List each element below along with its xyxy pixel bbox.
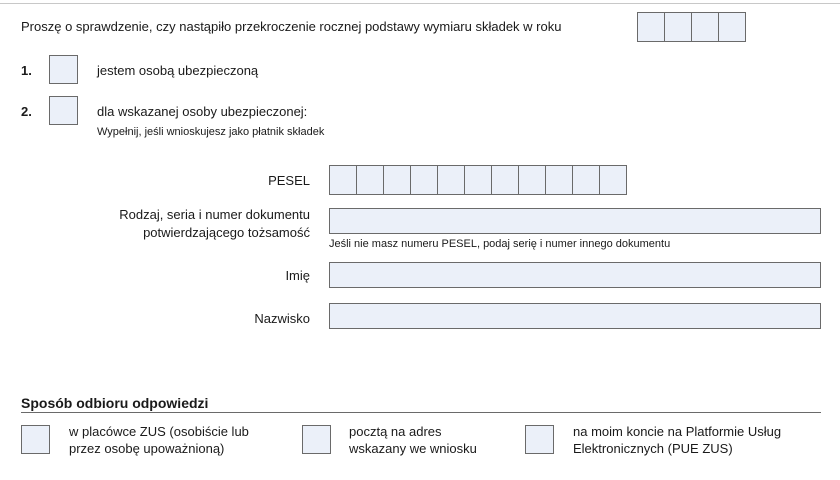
document-input[interactable] [329,208,821,234]
response-option-pue-line2: Elektronicznych (PUE ZUS) [573,441,733,456]
option-1-label: jestem osobą ubezpieczoną [97,63,259,78]
first-name-label: Imię [285,268,310,283]
pesel-digit-cell[interactable] [329,165,357,195]
option-1-checkbox[interactable] [49,55,78,84]
response-option-pue-checkbox[interactable] [525,425,554,454]
pesel-digit-cell[interactable] [545,165,573,195]
pesel-digit-cell[interactable] [356,165,384,195]
pesel-digit-cell[interactable] [518,165,546,195]
document-label-line2: potwierdzającego tożsamość [143,225,310,240]
option-2-label: dla wskazanej osoby ubezpieczonej: [97,104,308,119]
first-name-input[interactable] [329,262,821,288]
pesel-digit-cell[interactable] [437,165,465,195]
last-name-label: Nazwisko [254,311,310,326]
question-text: Proszę o sprawdzenie, czy nastąpiło przekroczenie rocznej podstawy wymiaru składek w roku [21,19,562,34]
year-digit-cell[interactable] [718,12,746,42]
response-option-zus-office-line1: w placówce ZUS (osobiście lub [69,424,249,439]
year-digit-cell[interactable] [664,12,692,42]
option-2-hint: Wypełnij, jeśli wnioskujesz jako płatnik składek [97,126,325,138]
response-heading: Sposób odbioru odpowiedzi [21,395,209,411]
pesel-label: PESEL [268,173,310,188]
response-option-pue-line1: na moim koncie na Platformie Usług [573,424,782,439]
response-option-zus-office-line2: przez osobę upoważnioną) [69,441,225,456]
top-divider [0,3,840,4]
year-input[interactable] [637,12,746,42]
document-hint: Jeśli nie masz numeru PESEL, podaj serię i numer innego dokumentu [329,238,671,250]
option-2-checkbox[interactable] [49,96,78,125]
option-2-number: 2. [21,104,32,119]
response-option-post-checkbox[interactable] [302,425,331,454]
response-option-post-line1: pocztą na adres [349,424,442,439]
response-option-zus-office-checkbox[interactable] [21,425,50,454]
pesel-digit-cell[interactable] [572,165,600,195]
option-1-number: 1. [21,63,32,78]
response-option-post-line2: wskazany we wniosku [349,441,477,456]
pesel-input[interactable] [329,165,627,195]
pesel-digit-cell[interactable] [599,165,627,195]
pesel-digit-cell[interactable] [491,165,519,195]
pesel-digit-cell[interactable] [383,165,411,195]
response-divider [21,412,821,413]
year-digit-cell[interactable] [691,12,719,42]
last-name-input[interactable] [329,303,821,329]
pesel-digit-cell[interactable] [410,165,438,195]
year-digit-cell[interactable] [637,12,665,42]
pesel-digit-cell[interactable] [464,165,492,195]
document-label-line1: Rodzaj, seria i numer dokumentu [119,207,310,222]
